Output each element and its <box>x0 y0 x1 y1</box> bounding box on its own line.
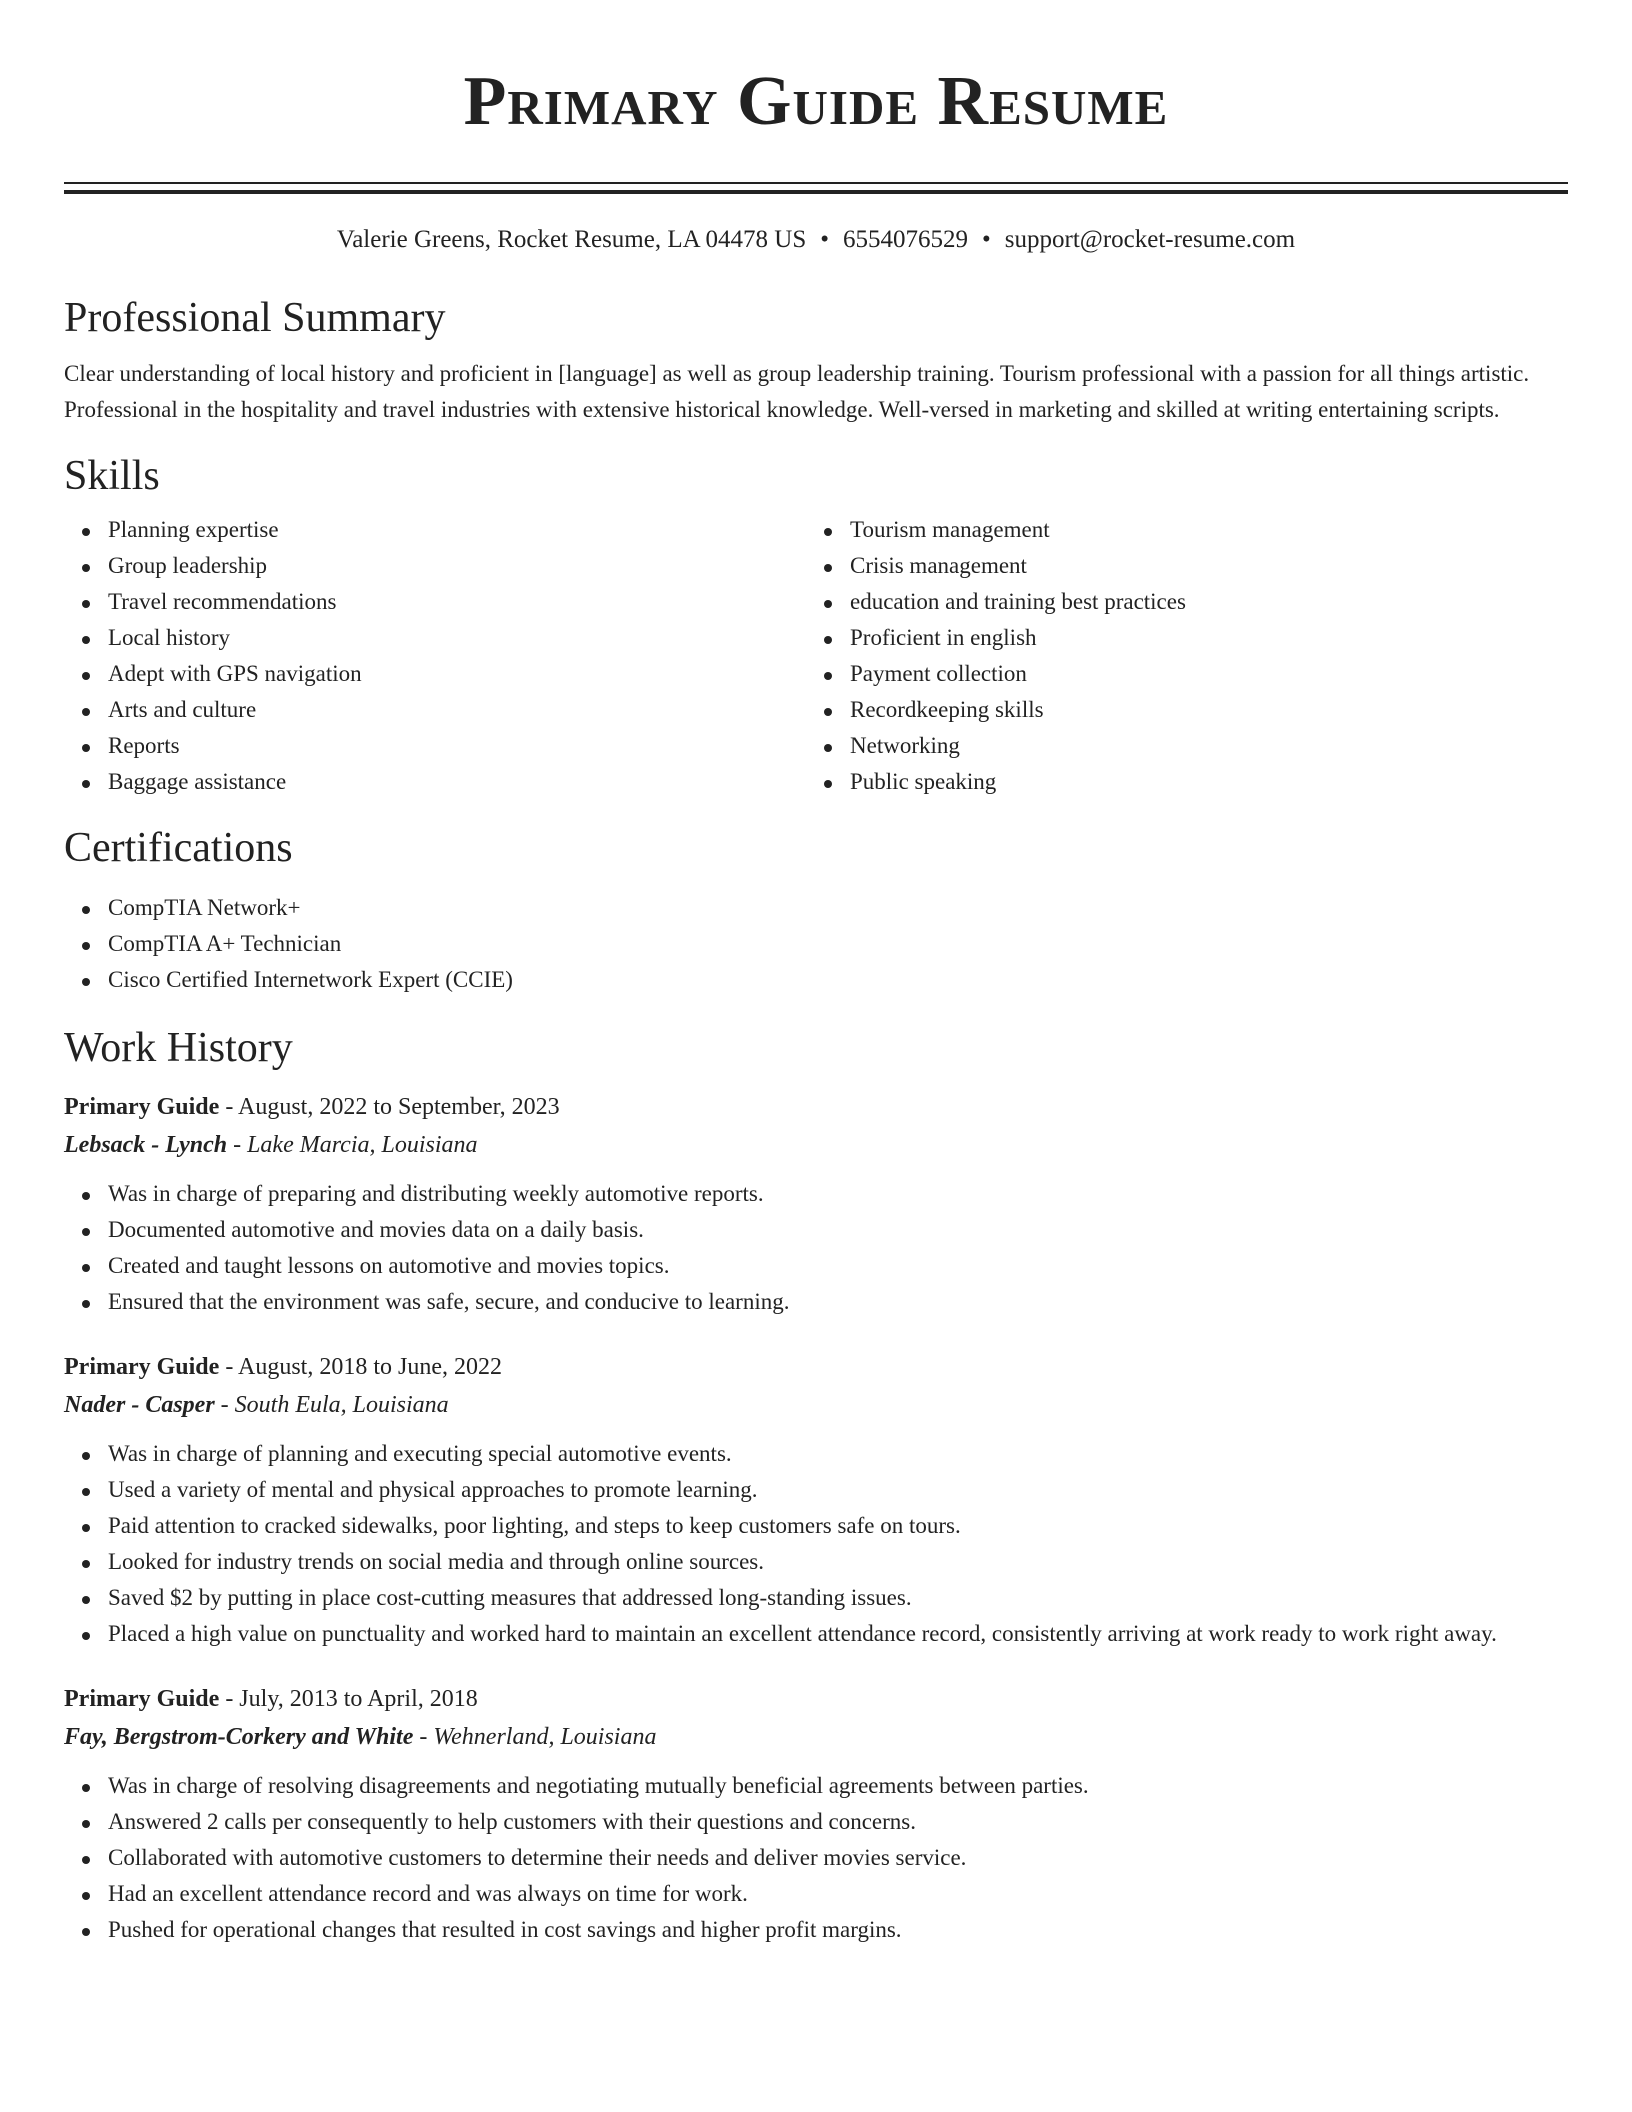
work-history-section <box>64 1020 1568 1948</box>
job-title-line <box>64 1348 1568 1386</box>
contact-email: support@rocket-resume.com <box>1004 226 1296 253</box>
job-dates: - August, 2018 to June, 2022 <box>219 1354 502 1380</box>
skill-item: Networking <box>806 728 1548 764</box>
certification-item: CompTIA A+ Technician <box>64 926 1568 962</box>
skill-item: Adept with GPS navigation <box>64 656 806 692</box>
skill-item: Payment collection <box>806 656 1548 692</box>
job-bullet: Documented automotive and movies data on a daily basis. <box>64 1212 1568 1248</box>
skill-item: Reports <box>64 728 806 764</box>
skills-heading: Skills <box>64 453 160 499</box>
job-dates: - July, 2013 to April, 2018 <box>219 1686 478 1712</box>
job-title-line <box>64 1680 1568 1718</box>
contact-line <box>64 222 1568 258</box>
job-location: - South Eula, Louisiana <box>214 1392 449 1418</box>
job-company: Fay, Bergstrom-Corkery and White <box>64 1724 414 1750</box>
skill-item: Planning expertise <box>64 512 806 548</box>
job-bullets <box>64 1768 1568 1948</box>
job-location: - Wehnerland, Louisiana <box>413 1724 657 1750</box>
skill-item: Recordkeeping skills <box>806 692 1548 728</box>
contact-phone: 6554076529 <box>843 226 969 253</box>
job-title-line <box>64 1088 1568 1126</box>
title-divider <box>64 182 1568 184</box>
job-company-line <box>64 1126 1568 1164</box>
summary-text: Clear understanding of local history and proficient in [language] as well as group leadership training. Tourism professional with a passion for all things artistic. Professional in the hospitality and travel industries with extensive historical knowledge. Well-versed in marketing and skilled at writing entertaining scripts. <box>64 361 1530 422</box>
job-bullet: Used a variety of mental and physical approaches to promote learning. <box>64 1472 1568 1508</box>
job-bullet: Placed a high value on punctuality and worked hard to maintain an excellent attendance record, consistently arriving at work ready to work right away. <box>64 1616 1568 1652</box>
contact-address: Valerie Greens, Rocket Resume, LA 04478 US <box>336 226 807 253</box>
job-bullet: Paid attention to cracked sidewalks, poor lighting, and steps to keep customers safe on tours. <box>64 1508 1568 1544</box>
skill-item: Arts and culture <box>64 692 806 728</box>
skills-section <box>64 448 1568 800</box>
job-bullet: Looked for industry trends on social media and through online sources. <box>64 1544 1568 1580</box>
job-bullet: Was in charge of resolving disagreements and negotiating mutually beneficial agreements between parties. <box>64 1768 1568 1804</box>
job-company-line <box>64 1718 1568 1756</box>
job-entry <box>64 1680 1568 1948</box>
skills-grid <box>64 512 1568 800</box>
work-history-heading: Work History <box>64 1025 293 1071</box>
skill-item: Travel recommendations <box>64 584 806 620</box>
job-bullet: Collaborated with automotive customers to determine their needs and deliver movies service. <box>64 1840 1568 1876</box>
job-bullet: Pushed for operational changes that resulted in cost savings and higher profit margins. <box>64 1912 1568 1948</box>
resume-title: Primary Guide Resume <box>463 63 1169 140</box>
summary-heading: Professional Summary <box>64 295 446 341</box>
certification-item: Cisco Certified Internetwork Expert (CCIE) <box>64 962 1568 998</box>
job-bullet: Had an excellent attendance record and was always on time for work. <box>64 1876 1568 1912</box>
certifications-list <box>64 890 1568 998</box>
job-company: Nader - Casper <box>64 1392 215 1418</box>
job-bullet: Ensured that the environment was safe, secure, and conducive to learning. <box>64 1284 1568 1320</box>
job-dates: - August, 2022 to September, 2023 <box>219 1094 560 1120</box>
certifications-section <box>64 820 1568 998</box>
job-company: Lebsack - Lynch <box>64 1132 228 1158</box>
skill-item: Proficient in english <box>806 620 1548 656</box>
job-location: - Lake Marcia, Louisiana <box>227 1132 478 1158</box>
skill-item: Baggage assistance <box>64 764 806 800</box>
certification-item: CompTIA Network+ <box>64 890 1568 926</box>
job-bullet: Was in charge of planning and executing special automotive events. <box>64 1436 1568 1472</box>
job-company-line <box>64 1386 1568 1424</box>
skill-item: education and training best practices <box>806 584 1548 620</box>
skill-item: Tourism management <box>806 512 1548 548</box>
job-entry <box>64 1088 1568 1320</box>
skills-left-list <box>64 512 806 800</box>
summary-section <box>64 290 1568 428</box>
job-title: Primary Guide <box>64 1686 220 1712</box>
job-title: Primary Guide <box>64 1094 220 1120</box>
job-bullet: Saved $2 by putting in place cost-cutting measures that addressed long-standing issues. <box>64 1580 1568 1616</box>
job-bullet: Answered 2 calls per consequently to help customers with their questions and concerns. <box>64 1804 1568 1840</box>
contact-separator: • <box>982 226 991 253</box>
skill-item: Public speaking <box>806 764 1548 800</box>
certifications-heading: Certifications <box>64 825 293 871</box>
skill-item: Group leadership <box>64 548 806 584</box>
job-entry <box>64 1348 1568 1652</box>
job-bullets <box>64 1436 1568 1652</box>
job-bullet: Was in charge of preparing and distributing weekly automotive reports. <box>64 1176 1568 1212</box>
skill-item: Crisis management <box>806 548 1548 584</box>
skills-right-list <box>806 512 1548 800</box>
job-title: Primary Guide <box>64 1354 220 1380</box>
job-bullets <box>64 1176 1568 1320</box>
contact-separator: • <box>820 226 830 253</box>
job-bullet: Created and taught lessons on automotive and movies topics. <box>64 1248 1568 1284</box>
skill-item: Local history <box>64 620 806 656</box>
